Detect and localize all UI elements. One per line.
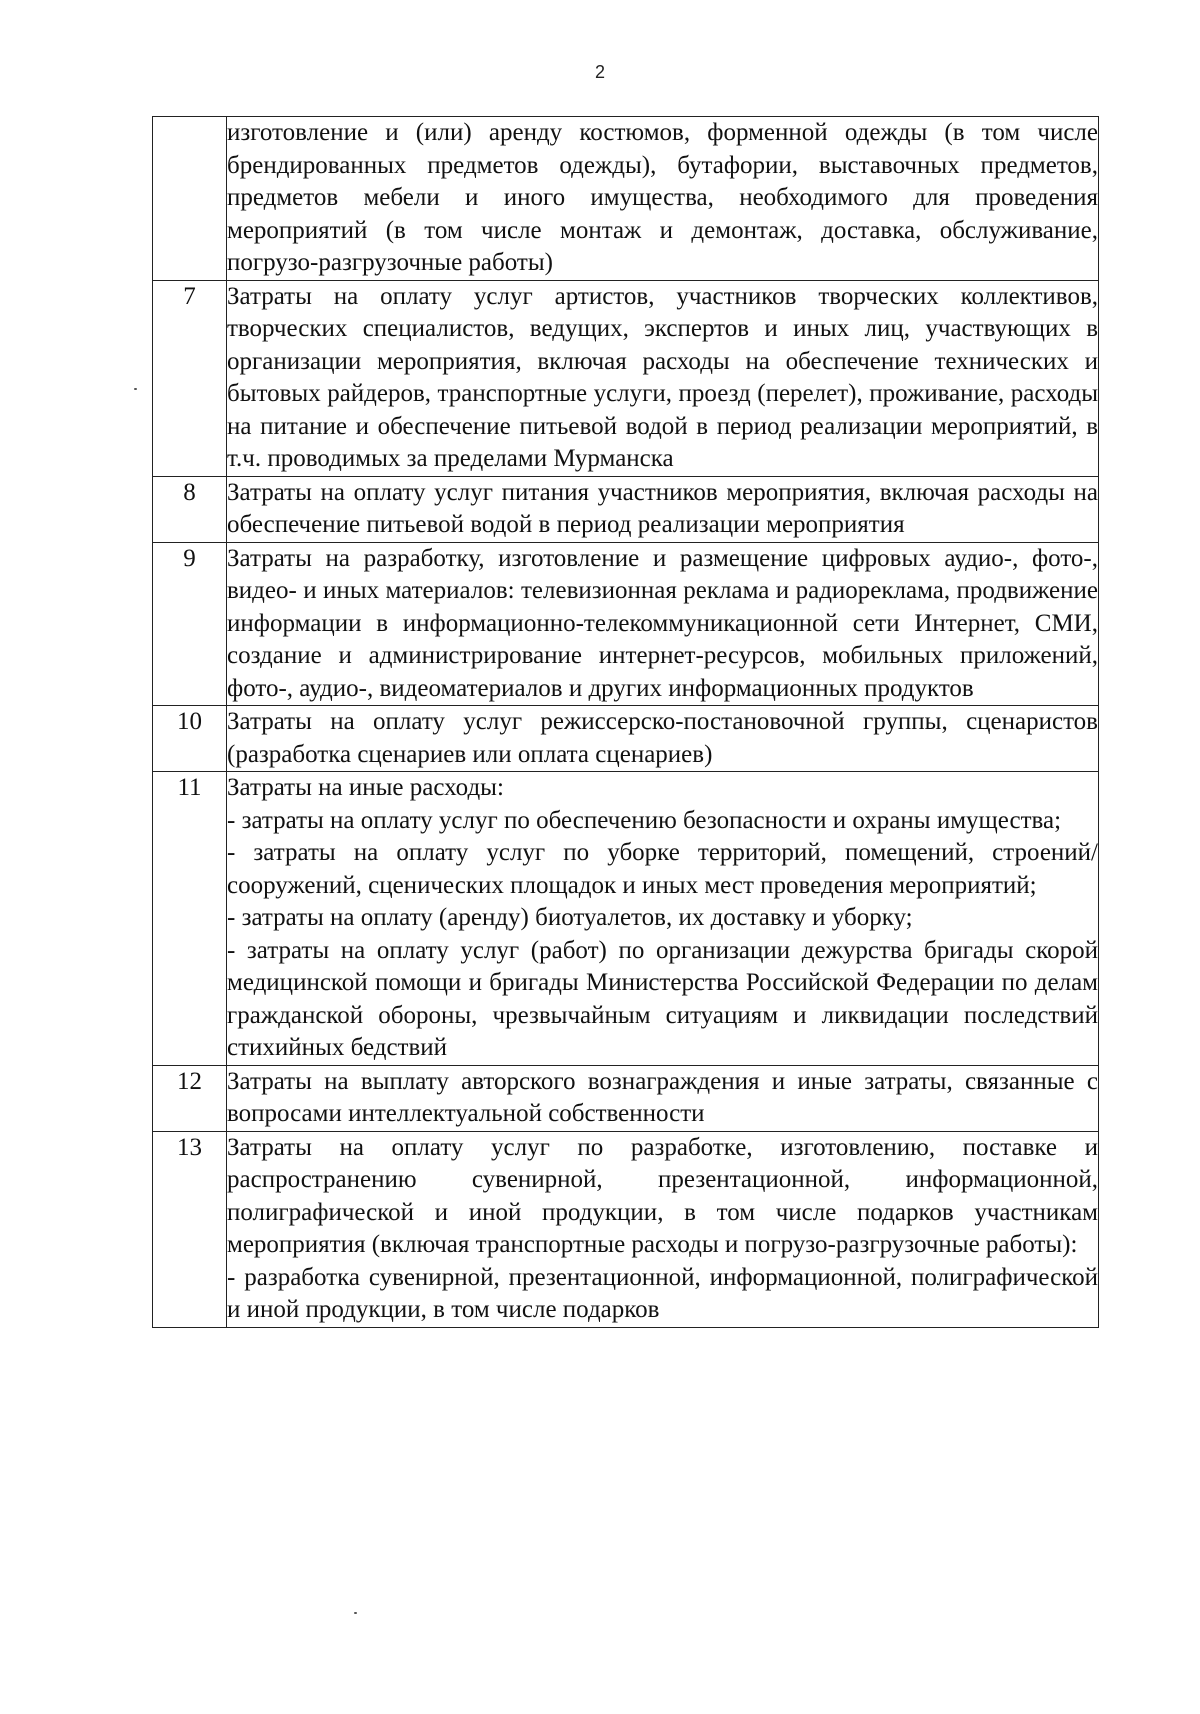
row-number: 7	[153, 280, 227, 476]
text-paragraph: Затраты на разработку, изготовление и размещение цифровых аудио-, фото-, видео- и иных материалов: телевизионная реклама и радиореклама, продвижение информации в информационно-телекоммуникационной сети Интернет, СМИ, создание и администрирование интернет-ресурсов, мобильных приложений, фото-, аудио-, видеоматериалов и других информационных продуктов	[227, 544, 1098, 702]
table-body	[153, 117, 1099, 1328]
table-row	[153, 1131, 1099, 1327]
table-row	[153, 772, 1099, 1066]
row-text	[227, 117, 1099, 281]
row-text	[227, 772, 1099, 1066]
row-text	[227, 542, 1099, 706]
row-number: 8	[153, 476, 227, 542]
row-text	[227, 1065, 1099, 1131]
page-number: 2	[594, 62, 605, 82]
row-number: 11	[153, 772, 227, 1066]
scan-mark	[354, 1612, 357, 1614]
row-text	[227, 280, 1099, 476]
text-paragraph: изготовление и (или) аренду костюмов, форменной одежды (в том числе брендированных предметов одежды), бутафории, выставочных предметов, предметов мебели и иного имущества, необходимого для проведения мероприятий (в том числе монтаж и демонтаж, доставка, обслуживание, погрузо-разгрузочные работы)	[227, 119, 1098, 276]
text-paragraph: - затраты на оплату услуг по обеспечению безопасности и охраны имущества;	[227, 806, 1062, 834]
table-row	[153, 542, 1099, 706]
text-paragraph: Затраты на оплату услуг питания участников мероприятия, включая расходы на обеспечение питьевой водой в период реализации мероприятия	[227, 478, 1098, 538]
row-number: 12	[153, 1065, 227, 1131]
text-paragraph: - затраты на оплату (аренду) биотуалетов, их доставку и уборку;	[227, 904, 913, 931]
text-paragraph: Затраты на оплату услуг режиссерско-постановочной группы, сценаристов (разработка сценариев или оплата сценариев)	[227, 708, 1098, 768]
table-row	[153, 280, 1099, 476]
text-paragraph: - затраты на оплату услуг (работ) по организации дежурства бригады скорой медицинской помощи и бригады Министерства Российской Федерации по делам гражданской обороны, чрезвычайным ситуациям и ликвидации последствий стихийных бедствий	[227, 936, 1098, 1061]
table-row	[153, 1065, 1099, 1131]
scan-mark	[134, 388, 137, 390]
text-paragraph: Затраты на выплату авторского вознаграждения и иные затраты, связанные с вопросами интеллектуальной собственности	[227, 1067, 1098, 1127]
table-row	[153, 117, 1099, 281]
row-number	[153, 117, 227, 281]
text-paragraph: - затраты на оплату услуг по уборке территорий, помещений, строений/сооружений, сценических площадок и иных мест проведения мероприятий;	[227, 839, 1098, 899]
table-row	[153, 476, 1099, 542]
row-number: 10	[153, 706, 227, 772]
text-paragraph: Затраты на оплату услуг по разработке, изготовлению, поставке и распространению сувенирной, презентационной, информационной, полиграфической и иной продукции, в том числе подарков участникам мероприятия (включая транспортные расходы и погрузо-разгрузочные работы):	[227, 1133, 1098, 1258]
row-number: 13	[153, 1131, 227, 1327]
row-text	[227, 1131, 1099, 1327]
table-row	[153, 706, 1099, 772]
text-paragraph: Затраты на оплату услуг артистов, участников творческих коллективов, творческих специалистов, ведущих, экспертов и иных лиц, участвующих в организации мероприятия, включая расходы на обеспечение технических и бытовых райдеров, транспортные услуги, проезд (перелет), проживание, расходы на питание и обеспечение питьевой водой в период реализации мероприятий, в т.ч. проводимых за пределами Мурманска	[227, 282, 1098, 472]
text-paragraph: Затраты на иные расходы:	[227, 774, 504, 801]
text-paragraph: - разработка сувенирной, презентационной, информационной, полиграфической и иной продукции, в том числе подарков	[227, 1263, 1098, 1323]
row-text	[227, 706, 1099, 772]
expenses-table	[152, 116, 1099, 1328]
row-text	[227, 476, 1099, 542]
row-number: 9	[153, 542, 227, 706]
